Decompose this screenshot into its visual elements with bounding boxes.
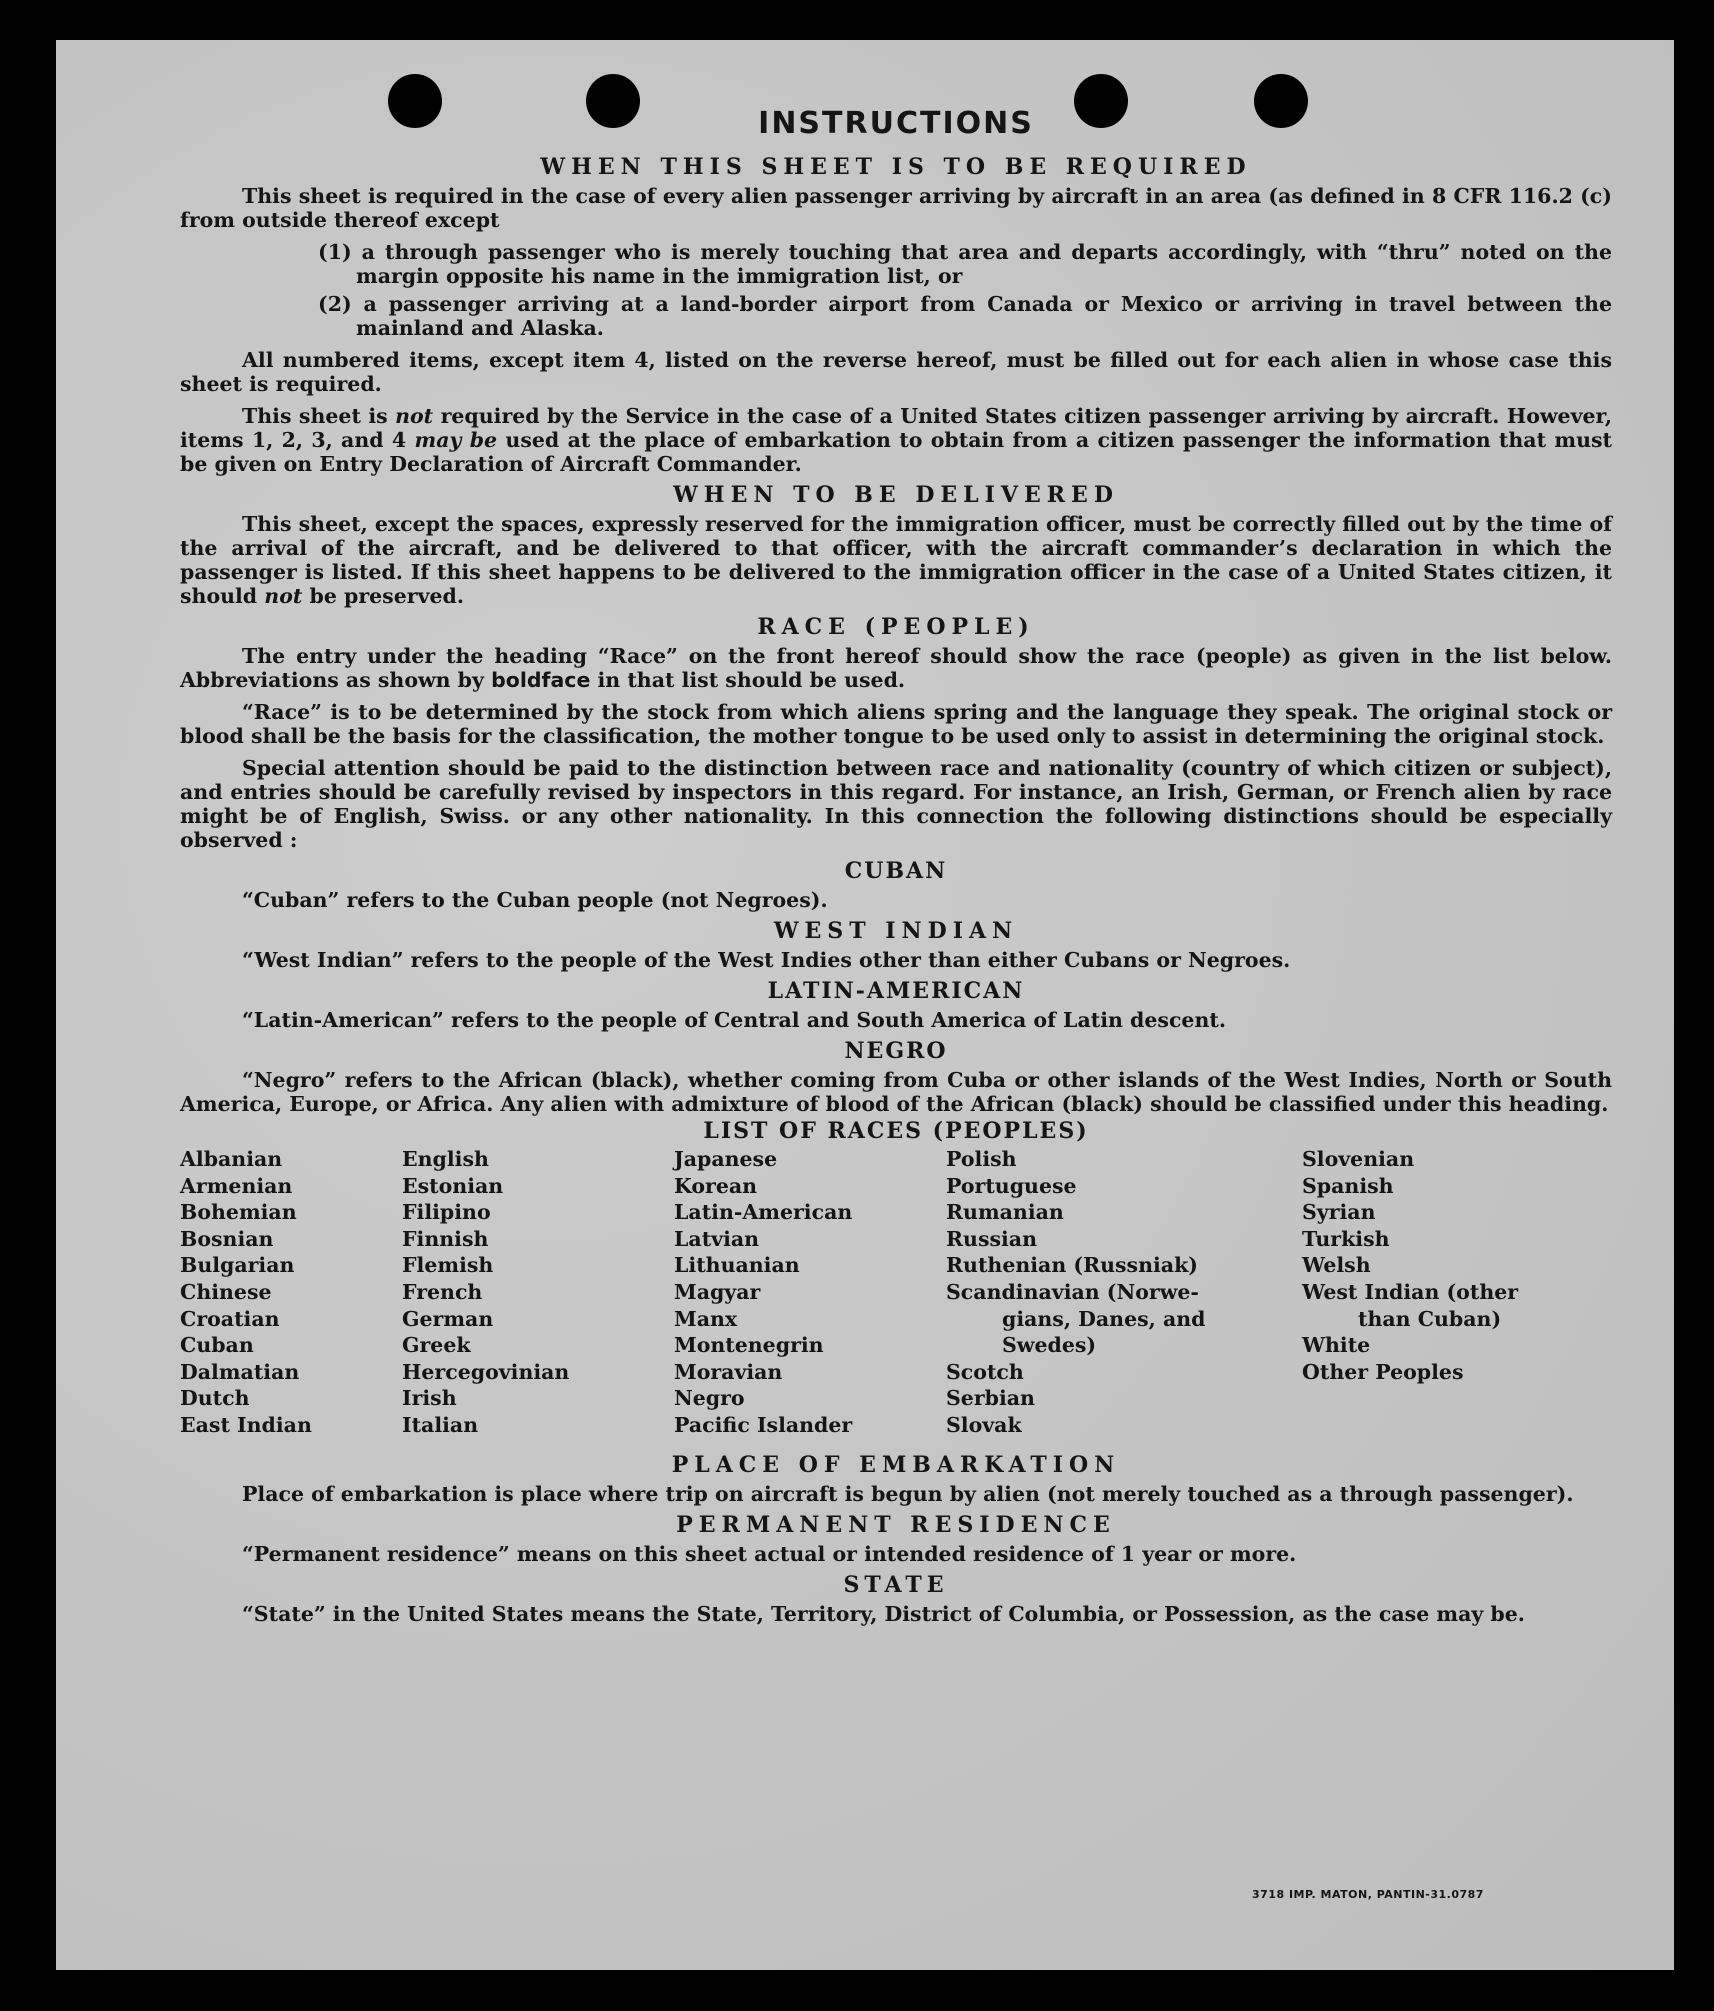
paragraph [180,644,1612,692]
race-entry: Croatian [180,1306,280,1331]
section-heading-race: RACE (PEOPLE) [757,614,1035,640]
race-entry: Slovak [946,1412,1022,1437]
text: This sheet is [242,404,396,428]
race-entry: Dalmatian [180,1359,300,1384]
race-entry: Japanese [674,1147,778,1171]
race-entry: Ruthenian (Russniak) [946,1253,1198,1278]
race-entry: Irish [402,1386,457,1411]
race-entry: Bulgarian [180,1253,295,1278]
race-entry: Filipino [402,1200,491,1225]
section-heading-west-indian: WEST INDIAN [773,918,1019,944]
race-entry: Bosnian [180,1226,274,1251]
race-column-4 [946,1146,1205,1439]
race-entry: Korean [674,1173,758,1198]
race-entry: Latvian [674,1226,760,1251]
printer-imprint: 3718 IMP. MATON, PANTIN-31.0787 [1252,1888,1484,1901]
document-sheet [56,40,1674,1970]
paragraph: “Latin-American” refers to the people of Central and South America of Latin descent. [242,1008,1226,1032]
race-entry: Greek [402,1333,471,1358]
race-entry: Syrian [1302,1200,1376,1225]
race-entry: Armenian [180,1173,293,1198]
race-entry: Montenegrin [674,1333,824,1358]
race-entry: Other Peoples [1302,1359,1464,1384]
race-entry: Latin-American [674,1200,853,1225]
race-entry: Scandinavian (Norwe- [946,1279,1199,1304]
race-entry: Cuban [180,1333,254,1358]
section-heading-delivered: WHEN TO BE DELIVERED [673,482,1119,508]
race-entry: Pacific Islander [674,1412,853,1437]
race-entry: Russian [946,1226,1037,1251]
race-entry: Manx [674,1306,738,1331]
race-column-3 [674,1146,852,1439]
section-heading-state: STATE [843,1572,949,1598]
paragraph: “State” in the United States means the State, Territory, District of Columbia, or Possession, as the case may be. [242,1602,1525,1626]
section-heading-negro: NEGRO [844,1038,948,1064]
race-entry: German [402,1306,494,1331]
race-entry: Portuguese [946,1173,1077,1198]
paragraph: “Cuban” refers to the Cuban people (not Negroes). [242,888,828,912]
race-entry: Negro [674,1386,745,1411]
race-entry: Magyar [674,1279,761,1304]
list-item: (2) a passenger arriving at a land-border airport from Canada or Mexico or arriving in travel between the mainland and Alaska. [318,292,1612,340]
section-heading-latin-american: LATIN-AMERICAN [767,978,1025,1004]
text: The entry under the heading “Race” on the front hereof should show the race (people) as given in the list below. Abbreviations as shown by [180,644,1612,692]
race-entry: West Indian (other [1302,1279,1519,1304]
race-entry: gians, Danes, and [1002,1306,1206,1331]
race-entry: Italian [402,1412,479,1437]
race-entry: Rumanian [946,1200,1064,1225]
race-entry: Finnish [402,1226,489,1251]
race-column-1 [180,1146,312,1439]
paragraph: “West Indian” refers to the people of the West Indies other than either Cubans or Negroes. [242,948,1291,972]
race-entry: Estonian [402,1173,504,1198]
race-entry: Dutch [180,1386,250,1411]
race-list-heading: LIST OF RACES (PEOPLES) [703,1118,1089,1144]
text: be preserved. [302,584,464,608]
page-title: INSTRUCTIONS [758,106,1034,141]
race-entry: Flemish [402,1253,494,1278]
race-entry: Slovenian [1302,1147,1415,1171]
emphasis: may be [414,428,498,452]
race-entry: Serbian [946,1386,1035,1411]
emphasis: not [395,404,434,428]
race-column-5 [1302,1146,1518,1385]
race-entry: Polish [946,1147,1017,1171]
instructions-content [180,104,1612,1626]
race-entry: French [402,1279,483,1304]
paragraph: This sheet is required in the case of every alien passenger arriving by aircraft in an area (as defined in 8 CFR 116.2 (c) from outside thereof except [180,184,1612,232]
list-item: (1) a through passenger who is merely touching that area and departs accordingly, with “thru” noted on the margin opposite his name in the immigration list, or [318,240,1612,288]
paragraph: Special attention should be paid to the distinction between race and nationality (country of which citizen or subject), and entries should be carefully revised by inspectors in this regard. For instance, an Irish, German, or French alien by race might be of English, Swiss. or any other nationality. In this connection the following distinctions should be especially observed : [180,756,1612,852]
paragraph: “Race” is to be determined by the stock from which aliens spring and the language they speak. The original stock or blood shall be the basis for the classification, the mother tongue to be used only to assist in determining the original stock. [180,700,1612,748]
paragraph: Place of embarkation is place where trip on aircraft is begun by alien (not merely touched as a through passenger). [242,1482,1574,1506]
race-entry: Spanish [1302,1173,1394,1198]
race-entry: Turkish [1302,1226,1390,1251]
text: This sheet, except the spaces, expressly reserved for the immigration officer, must be correctly filled out by the time of the arrival of the aircraft, and be delivered to that officer, with the aircraft commander’s declaration in which the passenger is listed. If this sheet happens to be delivered to the immigration officer in the case of a United States citizen, it should [180,512,1612,608]
text: in that list should be used. [590,668,906,692]
section-heading-permanent-residence: PERMANENT RESIDENCE [676,1512,1116,1538]
race-entry: than Cuban) [1358,1306,1502,1331]
race-entry: East Indian [180,1412,312,1437]
emphasis: not [264,584,303,608]
race-entry: Scotch [946,1359,1024,1384]
section-heading-required: WHEN THIS SHEET IS TO BE REQUIRED [540,154,1252,180]
paragraph [180,404,1612,476]
race-entry: Hercegovinian [402,1359,570,1384]
race-entry: Moravian [674,1359,783,1384]
boldface-word: boldface [491,668,591,692]
race-entry: Chinese [180,1279,272,1304]
race-entry: White [1302,1333,1371,1358]
text: used at the place of embarkation to obtain from a citizen passenger the information that must be given on Entry Declaration of Aircraft Commander. [180,428,1612,476]
race-entry: Welsh [1302,1253,1371,1278]
race-entry: Bohemian [180,1200,297,1225]
race-entry: Albanian [180,1147,283,1171]
section-heading-embarkation: PLACE OF EMBARKATION [671,1452,1121,1478]
race-entry: Lithuanian [674,1253,800,1278]
race-list [180,1116,1612,1446]
race-column-2 [402,1146,569,1439]
paragraph [180,512,1612,608]
paragraph: All numbered items, except item 4, listed on the reverse hereof, must be filled out for each alien in whose case this sheet is required. [180,348,1612,396]
paragraph: “Negro” refers to the African (black), whether coming from Cuba or other islands of the West Indies, North or South America, Europe, or Africa. Any alien with admixture of blood of the African (black) should be classified under this heading. [180,1068,1612,1116]
section-heading-cuban: CUBAN [844,858,948,884]
race-entry: English [402,1147,489,1171]
paragraph: “Permanent residence” means on this sheet actual or intended residence of 1 year or more. [242,1542,1297,1566]
text: required by the Service in the case of a United States citizen passenger arriving by aircraft. However, items 1, 2, 3, and 4 [180,404,1612,452]
race-entry: Swedes) [1002,1333,1097,1358]
